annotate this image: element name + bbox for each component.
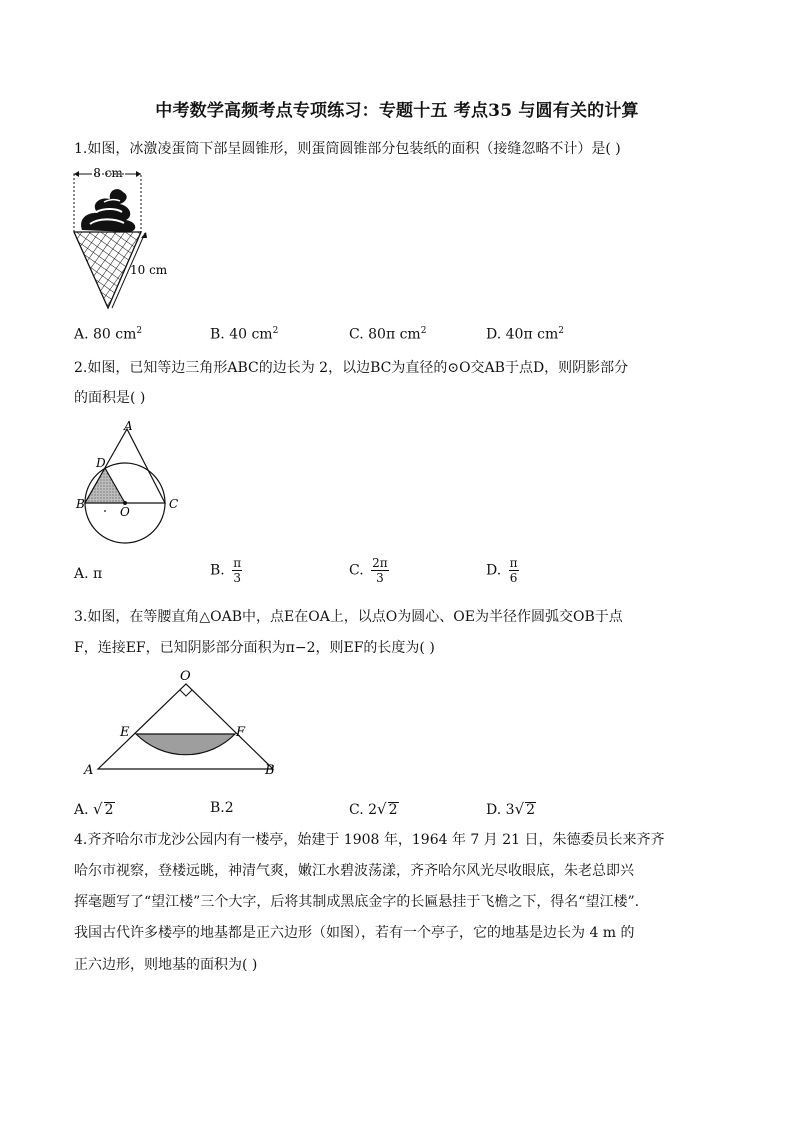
q3-label-o: O xyxy=(180,669,191,684)
q2-text-line2: 的面积是( ) xyxy=(74,390,146,406)
q2-shaded-triangle xyxy=(85,468,125,503)
q2-option-a[interactable]: A. π xyxy=(74,566,103,582)
q3-shaded-segment xyxy=(136,734,235,755)
q3-label-b: B xyxy=(265,763,275,778)
q2-text-line1: 2.如图，已知等边三角形ABC的边长为 2，以边BC为直径的⊙O交AB于点D，则阴影部分 xyxy=(74,360,629,376)
page-title: 中考数学高频考点专项练习：专题十五 考点35 与圆有关的计算 xyxy=(155,101,639,121)
q4-text-line2: 哈尔市视察，登楼远眺，神清气爽，嫩江水碧波荡漾，齐齐哈尔风光尽收眼底，朱老总即兴 xyxy=(74,863,634,879)
q1-option-d[interactable]: D. 40π $cm^2$ xyxy=(486,326,564,343)
q2-label-o: O xyxy=(120,505,130,519)
q3-text-line1: 3.如图，在等腰直角△OAB中，点E在OA上，以点O为圆心、OE为半径作圆弧交OB于点 xyxy=(74,609,623,625)
q4-text-line4: 我国古代许多楼亭的地基都是正六边形（如图），若有一个亭子，它的地基是边长为 4 m 的 xyxy=(74,925,635,941)
q1-width-label: 8 cm xyxy=(93,166,123,180)
q3-option-d[interactable]: D. 3√ 2 xyxy=(486,800,536,818)
q2-label-a: A xyxy=(124,419,133,433)
q1-ice-cream-swirl xyxy=(81,189,135,232)
q3-option-b[interactable]: B.2 xyxy=(210,800,234,816)
q3-text-line2: F，连接EF，已知阴影部分面积为π−2，则EF的长度为( ) xyxy=(74,640,435,656)
q3-label-e: E xyxy=(120,725,130,740)
q1-option-c[interactable]: C. 80π $cm^2$ xyxy=(349,326,427,343)
q2-option-c[interactable]: C. $\frac{2\pi}{3}$ xyxy=(349,556,388,585)
q2-option-b[interactable]: B. $\frac{\pi}{3}$ xyxy=(210,556,242,585)
q3-isosceles-figure xyxy=(78,668,288,782)
q1-slant-label: 10 cm xyxy=(130,263,168,277)
q3-option-a[interactable]: A. √ 2 xyxy=(74,800,114,818)
q1-option-a[interactable]: A. 80 $cm^2$ xyxy=(74,326,143,343)
q2-label-b: B xyxy=(76,497,85,511)
q4-text-line3: 挥毫题写了“望江楼”三个大字，后将其制成黑底金字的长匾悬挂于飞檐之下，得名“望江楼”. xyxy=(74,894,640,910)
q3-label-a: A xyxy=(84,763,94,778)
q3-label-f: F xyxy=(236,725,246,740)
q2-option-d[interactable]: D. $\frac{\pi}{6}$ xyxy=(486,556,518,585)
q1-text: 1.如图，冰激凌蛋筒下部呈圆锥形，则蛋筒圆锥部分包装纸的面积（接缝忽略不计）是( ) xyxy=(74,141,621,157)
q2-triangle-circle-figure xyxy=(70,416,190,546)
q2-label-d: D xyxy=(96,456,106,470)
q1-option-b[interactable]: B. 40 $cm^2$ xyxy=(210,326,279,343)
q2-label-c: C xyxy=(169,497,179,511)
q4-text-line1: 4.齐齐哈尔市龙沙公园内有一楼亭，始建于 1908 年，1964 年 7 月 21 日，朱德委员长来齐齐 xyxy=(74,832,665,848)
q1-ice-cream-figure xyxy=(68,166,178,314)
q4-text-line5: 正六边形，则地基的面积为( ) xyxy=(74,957,258,973)
q3-option-c[interactable]: C. 2√ 2 xyxy=(349,800,398,818)
